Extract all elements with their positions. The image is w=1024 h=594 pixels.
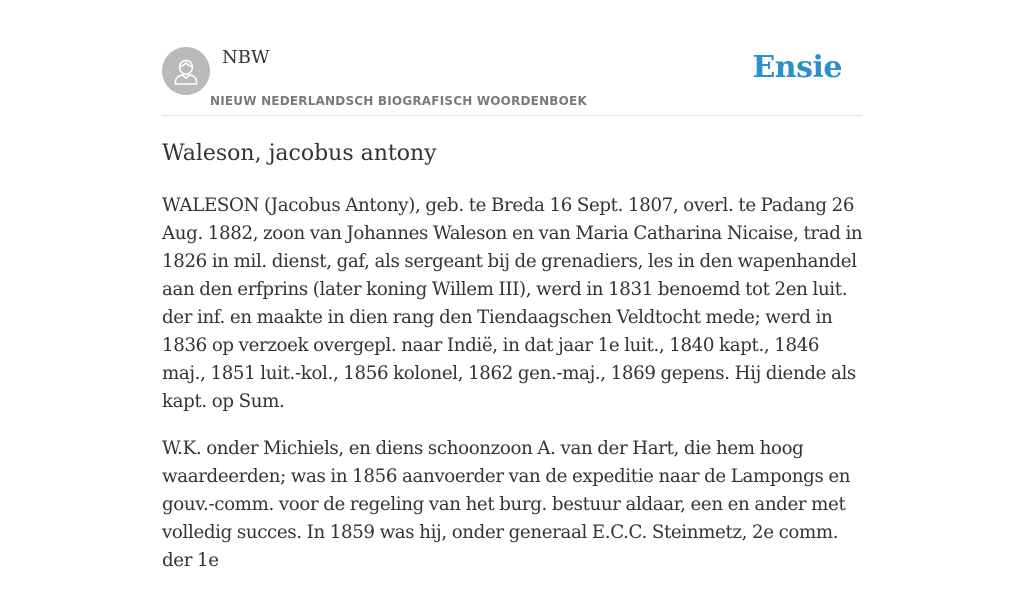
article-paragraph: WALESON (Jacobus Antony), geb. te Breda 16 Sept. 1807, overl. te Padang 26 Aug. 1882, zoon van Johannes Waleson en van Maria Catharina Nicaise, trad in 1826 in mil. dienst, gaf, als sergeant bij de grenadiers, les in den wapenhandel aan den erfprins (later koning Willem III), werd in 1831 benoemd tot 2en luit. der inf. en maakte in dien rang den Tiendaagschen Veldtocht mede; werd in 1836 op verzoek overgepl. naar Indië, in dat jaar 1e luit., 1840 kapt., 1846 maj., 1851 luit.-kol., 1856 kolonel, 1862 gen.-maj., 1869 gepens. Hij diende als kapt. op Sum. [162, 195, 863, 412]
source-avatar[interactable] [162, 47, 210, 95]
page-title: Waleson, jacobus antony [162, 141, 437, 166]
article-body [162, 192, 866, 594]
site-header [162, 0, 862, 116]
source-full-name[interactable]: NIEUW NEDERLANDSCH BIOGRAFISCH WOORDENBOEK [210, 94, 587, 108]
article-paragraph: W.K. onder Michiels, en diens schoonzoon A. van der Hart, die hem hoog waardeerden; was in 1856 aanvoerder van de expeditie naar de Lampongs en gouv.-comm. voor de regeling van het burg. bestuur aldaar, een en ander met volledig succes. In 1859 was hij, onder generaal E.C.C. Steinmetz, 2e comm. der 1e [162, 438, 851, 571]
ensie-logo[interactable]: Ensie [752, 50, 842, 85]
source-abbreviation[interactable]: NBW [222, 47, 270, 68]
user-icon [162, 47, 210, 95]
